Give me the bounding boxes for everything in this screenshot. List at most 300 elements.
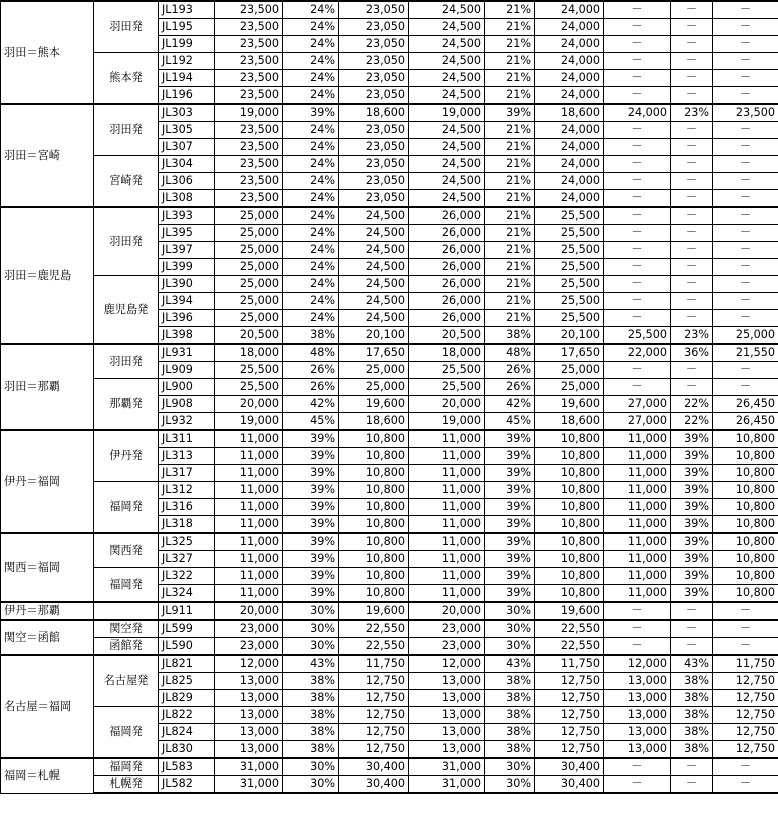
flight-number-cell: JL821 [159,655,215,673]
fare-c-net-cell: 10,800 [713,448,778,465]
discount-a-cell: 39% [283,499,339,516]
fare-c-cell: － [604,1,671,19]
fare-b-cell: 24,500 [409,156,485,173]
fare-c-net-cell: 10,800 [713,551,778,568]
discount-a-cell: 24% [283,122,339,139]
discount-a-cell: 24% [283,225,339,242]
route-cell: 関西＝福岡 [1,533,94,602]
table-row [1,533,778,551]
fare-a-cell: 25,000 [215,293,283,310]
fare-a-cell: 25,000 [215,276,283,293]
direction-cell: 鹿児島発 [94,276,159,345]
fare-b-net-cell: 19,600 [535,602,604,620]
discount-b-cell: 39% [485,465,535,482]
fare-b-net-cell: 10,800 [535,482,604,499]
discount-b-cell: 39% [485,568,535,585]
fare-c-cell: 27,000 [604,396,671,413]
flight-number-cell: JL394 [159,293,215,310]
route-cell: 名古屋＝福岡 [1,655,94,758]
discount-c-cell: 38% [671,690,713,707]
fare-a-net-cell: 22,550 [339,620,409,638]
discount-c-cell: 39% [671,551,713,568]
discount-c-cell: － [671,293,713,310]
fare-a-cell: 25,500 [215,362,283,379]
discount-a-cell: 30% [283,638,339,656]
fare-c-cell: － [604,36,671,53]
flight-number-cell: JL396 [159,310,215,327]
fare-table-body [1,1,778,793]
direction-cell: 関西発 [94,533,159,568]
fare-c-cell: － [604,758,671,776]
fare-b-net-cell: 22,550 [535,638,604,656]
discount-b-cell: 48% [485,344,535,362]
discount-c-cell: 39% [671,430,713,448]
flight-number-cell: JL398 [159,327,215,345]
discount-c-cell: 39% [671,499,713,516]
table-row [1,568,778,585]
fare-c-net-cell: － [713,276,778,293]
discount-c-cell: － [671,19,713,36]
fare-c-net-cell: 10,800 [713,465,778,482]
fare-a-cell: 23,000 [215,620,283,638]
fare-b-cell: 31,000 [409,776,485,794]
fare-c-cell: 13,000 [604,741,671,759]
discount-c-cell: － [671,173,713,190]
fare-c-net-cell: 21,550 [713,344,778,362]
table-row [1,156,778,173]
fare-a-cell: 23,500 [215,1,283,19]
fare-c-cell: 13,000 [604,707,671,724]
discount-c-cell: 39% [671,585,713,603]
fare-b-cell: 11,000 [409,568,485,585]
fare-a-net-cell: 12,750 [339,741,409,759]
discount-b-cell: 26% [485,362,535,379]
fare-c-net-cell: － [713,379,778,396]
discount-b-cell: 30% [485,620,535,638]
discount-b-cell: 21% [485,87,535,105]
discount-b-cell: 39% [485,516,535,534]
fare-a-net-cell: 10,800 [339,482,409,499]
fare-c-net-cell: 12,750 [713,724,778,741]
discount-a-cell: 24% [283,173,339,190]
fare-a-net-cell: 10,800 [339,585,409,603]
fare-b-cell: 18,000 [409,344,485,362]
flight-number-cell: JL195 [159,19,215,36]
discount-c-cell: － [671,379,713,396]
discount-a-cell: 24% [283,36,339,53]
fare-a-net-cell: 24,500 [339,242,409,259]
fare-b-cell: 26,000 [409,259,485,276]
discount-c-cell: 22% [671,413,713,431]
discount-b-cell: 21% [485,139,535,156]
fare-c-cell: 11,000 [604,465,671,482]
fare-c-cell: － [604,190,671,208]
flight-number-cell: JL327 [159,551,215,568]
fare-b-net-cell: 24,000 [535,36,604,53]
fare-a-net-cell: 11,750 [339,655,409,673]
discount-a-cell: 26% [283,362,339,379]
fare-c-cell: － [604,87,671,105]
table-row [1,758,778,776]
fare-b-net-cell: 25,500 [535,293,604,310]
fare-c-net-cell: － [713,638,778,656]
fare-c-cell: － [604,776,671,794]
discount-a-cell: 39% [283,516,339,534]
discount-b-cell: 21% [485,293,535,310]
discount-a-cell: 30% [283,758,339,776]
discount-c-cell: － [671,620,713,638]
fare-a-cell: 19,000 [215,413,283,431]
discount-a-cell: 24% [283,276,339,293]
discount-c-cell: 39% [671,516,713,534]
flight-number-cell: JL830 [159,741,215,759]
fare-b-net-cell: 25,500 [535,310,604,327]
fare-a-net-cell: 10,800 [339,568,409,585]
fare-a-net-cell: 12,750 [339,673,409,690]
discount-c-cell: 38% [671,707,713,724]
fare-b-cell: 24,500 [409,139,485,156]
flight-number-cell: JL824 [159,724,215,741]
discount-c-cell: － [671,276,713,293]
fare-a-cell: 12,000 [215,655,283,673]
discount-c-cell: 39% [671,482,713,499]
fare-a-cell: 31,000 [215,776,283,794]
discount-c-cell: － [671,207,713,225]
discount-a-cell: 30% [283,776,339,794]
discount-c-cell: － [671,1,713,19]
fare-b-net-cell: 10,800 [535,551,604,568]
discount-b-cell: 38% [485,707,535,724]
fare-b-cell: 13,000 [409,741,485,759]
fare-b-net-cell: 25,500 [535,276,604,293]
fare-c-net-cell: － [713,190,778,208]
fare-a-net-cell: 24,500 [339,293,409,310]
flight-number-cell: JL318 [159,516,215,534]
discount-a-cell: 48% [283,344,339,362]
fare-b-net-cell: 24,000 [535,156,604,173]
fare-a-net-cell: 10,800 [339,533,409,551]
fare-a-cell: 20,000 [215,396,283,413]
discount-a-cell: 42% [283,396,339,413]
fare-a-cell: 11,000 [215,430,283,448]
discount-b-cell: 21% [485,1,535,19]
fare-b-cell: 20,000 [409,396,485,413]
fare-a-net-cell: 10,800 [339,516,409,534]
fare-b-cell: 11,000 [409,448,485,465]
fare-a-cell: 11,000 [215,465,283,482]
fare-c-cell: 11,000 [604,430,671,448]
discount-b-cell: 21% [485,36,535,53]
fare-a-net-cell: 10,800 [339,551,409,568]
fare-b-cell: 11,000 [409,533,485,551]
fare-a-cell: 11,000 [215,516,283,534]
fare-c-net-cell: 23,500 [713,104,778,122]
fare-c-cell: 11,000 [604,482,671,499]
fare-b-cell: 23,000 [409,620,485,638]
fare-c-net-cell: 10,800 [713,499,778,516]
fare-b-cell: 24,500 [409,1,485,19]
fare-c-net-cell: 10,800 [713,568,778,585]
fare-c-cell: － [604,173,671,190]
fare-b-cell: 24,500 [409,87,485,105]
fare-c-net-cell: － [713,173,778,190]
fare-a-cell: 20,500 [215,327,283,345]
flight-number-cell: JL308 [159,190,215,208]
flight-number-cell: JL397 [159,242,215,259]
fare-b-cell: 11,000 [409,465,485,482]
fare-c-cell: － [604,310,671,327]
fare-c-cell: － [604,259,671,276]
fare-b-cell: 24,500 [409,190,485,208]
discount-a-cell: 24% [283,207,339,225]
fare-a-net-cell: 18,600 [339,413,409,431]
fare-c-cell: － [604,207,671,225]
fare-c-net-cell: 12,750 [713,690,778,707]
direction-cell: 福岡発 [94,758,159,776]
fare-a-net-cell: 25,000 [339,379,409,396]
fare-b-net-cell: 24,000 [535,19,604,36]
fare-a-cell: 23,500 [215,156,283,173]
flight-number-cell: JL590 [159,638,215,656]
discount-a-cell: 24% [283,139,339,156]
fare-a-net-cell: 12,750 [339,707,409,724]
table-row [1,707,778,724]
direction-cell: 羽田発 [94,104,159,156]
fare-b-net-cell: 30,400 [535,758,604,776]
fare-a-cell: 25,000 [215,225,283,242]
fare-a-cell: 23,500 [215,19,283,36]
discount-a-cell: 39% [283,104,339,122]
fare-c-net-cell: － [713,156,778,173]
flight-number-cell: JL900 [159,379,215,396]
flight-number-cell: JL316 [159,499,215,516]
fare-a-cell: 23,500 [215,173,283,190]
fare-b-net-cell: 22,550 [535,620,604,638]
discount-c-cell: － [671,36,713,53]
fare-b-net-cell: 24,000 [535,122,604,139]
discount-b-cell: 39% [485,448,535,465]
discount-b-cell: 39% [485,104,535,122]
flight-number-cell: JL325 [159,533,215,551]
fare-b-cell: 11,000 [409,499,485,516]
table-row [1,207,778,225]
discount-a-cell: 38% [283,327,339,345]
fare-a-net-cell: 23,050 [339,139,409,156]
fare-b-net-cell: 10,800 [535,499,604,516]
discount-a-cell: 38% [283,741,339,759]
route-cell: 福岡＝札幌 [1,758,94,793]
fare-b-cell: 13,000 [409,707,485,724]
fare-a-net-cell: 23,050 [339,36,409,53]
fare-c-net-cell: 10,800 [713,585,778,603]
fare-a-net-cell: 12,750 [339,690,409,707]
fare-c-cell: 24,000 [604,104,671,122]
fare-c-cell: 11,000 [604,533,671,551]
discount-a-cell: 39% [283,533,339,551]
fare-a-cell: 13,000 [215,673,283,690]
fare-b-net-cell: 18,600 [535,104,604,122]
fare-a-cell: 13,000 [215,690,283,707]
fare-a-net-cell: 24,500 [339,225,409,242]
discount-c-cell: 43% [671,655,713,673]
discount-b-cell: 39% [485,585,535,603]
fare-c-net-cell: － [713,776,778,794]
discount-b-cell: 21% [485,225,535,242]
fare-b-net-cell: 25,500 [535,259,604,276]
fare-a-cell: 11,000 [215,568,283,585]
fare-c-cell: 11,000 [604,551,671,568]
discount-a-cell: 39% [283,568,339,585]
direction-cell: 札幌発 [94,776,159,794]
fare-c-net-cell: － [713,242,778,259]
flight-number-cell: JL322 [159,568,215,585]
flight-number-cell: JL829 [159,690,215,707]
discount-b-cell: 39% [485,430,535,448]
table-row [1,620,778,638]
discount-b-cell: 30% [485,602,535,620]
discount-a-cell: 24% [283,53,339,70]
route-cell: 羽田＝熊本 [1,1,94,104]
flight-number-cell: JL311 [159,430,215,448]
fare-b-net-cell: 24,000 [535,87,604,105]
direction-cell: 福岡発 [94,707,159,759]
discount-c-cell: － [671,70,713,87]
fare-c-cell: － [604,19,671,36]
fare-b-cell: 11,000 [409,430,485,448]
fare-b-net-cell: 10,800 [535,465,604,482]
table-row [1,276,778,293]
fare-a-cell: 13,000 [215,741,283,759]
discount-b-cell: 26% [485,379,535,396]
fare-c-net-cell: 26,450 [713,413,778,431]
discount-c-cell: － [671,139,713,156]
fare-b-cell: 25,500 [409,362,485,379]
fare-b-net-cell: 24,000 [535,1,604,19]
discount-b-cell: 38% [485,673,535,690]
fare-c-net-cell: － [713,225,778,242]
discount-b-cell: 21% [485,70,535,87]
route-cell: 伊丹＝福岡 [1,430,94,533]
fare-b-cell: 26,000 [409,276,485,293]
fare-c-cell: － [604,225,671,242]
fare-c-net-cell: 12,750 [713,673,778,690]
fare-b-net-cell: 25,000 [535,362,604,379]
fare-c-cell: 13,000 [604,673,671,690]
fare-c-net-cell: － [713,70,778,87]
fare-b-net-cell: 12,750 [535,690,604,707]
flight-number-cell: JL306 [159,173,215,190]
discount-b-cell: 21% [485,19,535,36]
fare-c-net-cell: － [713,1,778,19]
flight-number-cell: JL313 [159,448,215,465]
table-row [1,776,778,794]
discount-c-cell: 36% [671,344,713,362]
flight-number-cell: JL909 [159,362,215,379]
flight-number-cell: JL822 [159,707,215,724]
discount-b-cell: 43% [485,655,535,673]
fare-b-net-cell: 25,000 [535,379,604,396]
fare-b-cell: 24,500 [409,122,485,139]
fare-c-cell: 11,000 [604,568,671,585]
fare-a-net-cell: 30,400 [339,776,409,794]
fare-b-cell: 24,500 [409,19,485,36]
discount-b-cell: 38% [485,327,535,345]
fare-a-net-cell: 19,600 [339,396,409,413]
fare-a-net-cell: 23,050 [339,190,409,208]
fare-a-net-cell: 23,050 [339,53,409,70]
fare-c-cell: 27,000 [604,413,671,431]
discount-b-cell: 38% [485,690,535,707]
discount-c-cell: － [671,156,713,173]
fare-a-cell: 23,500 [215,139,283,156]
discount-c-cell: 38% [671,724,713,741]
fare-a-cell: 20,000 [215,602,283,620]
fare-b-cell: 24,500 [409,36,485,53]
fare-c-net-cell: 10,800 [713,516,778,534]
discount-a-cell: 30% [283,602,339,620]
discount-c-cell: － [671,362,713,379]
fare-c-net-cell: － [713,36,778,53]
discount-a-cell: 24% [283,156,339,173]
fare-c-cell: － [604,379,671,396]
fare-c-net-cell: － [713,602,778,620]
discount-c-cell: 23% [671,104,713,122]
flight-number-cell: JL908 [159,396,215,413]
fare-b-cell: 24,500 [409,173,485,190]
fare-c-cell: 13,000 [604,690,671,707]
fare-c-net-cell: － [713,259,778,276]
fare-a-cell: 31,000 [215,758,283,776]
discount-b-cell: 21% [485,259,535,276]
fare-c-net-cell: － [713,207,778,225]
fare-b-cell: 26,000 [409,310,485,327]
fare-b-net-cell: 24,000 [535,173,604,190]
direction-cell: 那覇発 [94,379,159,431]
fare-c-cell: － [604,620,671,638]
flight-number-cell: JL599 [159,620,215,638]
discount-a-cell: 24% [283,293,339,310]
fare-c-cell: － [604,362,671,379]
fare-b-net-cell: 20,100 [535,327,604,345]
fare-b-net-cell: 11,750 [535,655,604,673]
discount-c-cell: － [671,259,713,276]
fare-b-net-cell: 24,000 [535,53,604,70]
flight-number-cell: JL194 [159,70,215,87]
fare-b-cell: 13,000 [409,673,485,690]
fare-c-net-cell: 10,800 [713,533,778,551]
fare-a-cell: 23,500 [215,190,283,208]
table-row [1,53,778,70]
flight-number-cell: JL395 [159,225,215,242]
fare-c-net-cell: 12,750 [713,707,778,724]
discount-a-cell: 24% [283,190,339,208]
fare-b-net-cell: 10,800 [535,568,604,585]
fare-c-cell: － [604,638,671,656]
table-row [1,602,778,620]
flight-number-cell: JL196 [159,87,215,105]
fare-a-cell: 23,500 [215,122,283,139]
discount-c-cell: － [671,190,713,208]
fare-b-net-cell: 24,000 [535,70,604,87]
fare-b-cell: 24,500 [409,70,485,87]
discount-a-cell: 30% [283,620,339,638]
fare-a-net-cell: 17,650 [339,344,409,362]
direction-cell: 羽田発 [94,207,159,276]
fare-c-net-cell: 10,800 [713,482,778,499]
fare-c-net-cell: － [713,53,778,70]
fare-b-cell: 20,500 [409,327,485,345]
fare-b-net-cell: 30,400 [535,776,604,794]
